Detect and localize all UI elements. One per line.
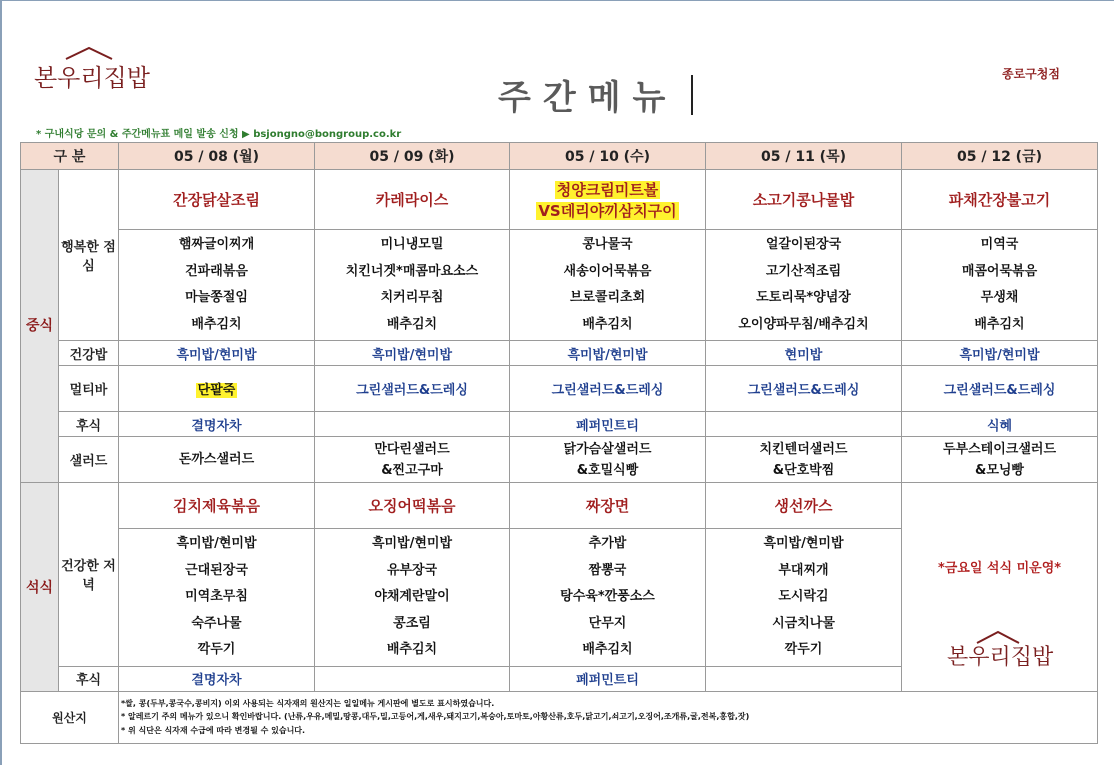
dinner-side-dish: 탕수육*깐풍소스 <box>560 589 655 604</box>
dinner-main-dish: 김치제육볶음 <box>119 483 315 529</box>
category-happy-lunch: 행복한 점심 <box>59 170 119 341</box>
multibar-cell: 그린샐러드&드레싱 <box>315 366 510 412</box>
side-dishes-cell <box>706 230 902 341</box>
highlighted-multibar: 단팥죽 <box>197 383 236 398</box>
salad-line: 돈까스샐러드 <box>178 452 255 467</box>
side-dish: 배추김치 <box>582 316 633 332</box>
origin-label: 원산지 <box>21 691 119 743</box>
section-lunch: 중식 <box>21 170 59 483</box>
page-title: 주간메뉴 <box>498 78 678 118</box>
dinner-side-dish: 근대된장국 <box>185 562 248 578</box>
salad-cell <box>706 437 902 483</box>
dinner-side-dish: 시금치나물 <box>772 615 835 631</box>
dinner-dessert-cell <box>315 666 510 691</box>
side-dish: 치커리무침 <box>380 290 444 305</box>
dinner-main-dish: 오징어떡볶음 <box>315 483 510 529</box>
main-dish-line: 카레라이스 <box>375 191 449 209</box>
dinner-side-dish: 숙주나물 <box>191 615 242 631</box>
side-dish: 배추김치 <box>191 316 242 332</box>
main-dish-line <box>510 200 705 221</box>
category-salad: 샐러드 <box>59 437 119 483</box>
side-dish: 새송이어묵볶음 <box>563 263 652 279</box>
salad-line: &호밀식빵 <box>576 462 639 478</box>
salad-line: 치킨텐더샐러드 <box>759 441 848 457</box>
side-dish: 미역국 <box>980 237 1019 252</box>
side-dish: 무생채 <box>980 290 1019 305</box>
origin-line: *쌀, 콩(두부,콩국수,콩비지) 이외 사용되는 식자재의 원산지는 일일메뉴 게시판에 별도로 표시하였습니다. <box>121 698 495 708</box>
category-multibar: 멀티바 <box>59 366 119 412</box>
dinner-side-dish: 짬뽕국 <box>588 562 627 578</box>
side-dish: 얼갈이된장국 <box>765 237 842 252</box>
side-dish: 매콤어묵볶음 <box>961 263 1038 279</box>
main-dish-cell <box>706 170 902 230</box>
origin-notes <box>119 691 1098 743</box>
side-dishes-cell <box>315 230 510 341</box>
main-dish-line: 간장닭살조림 <box>173 191 260 209</box>
salad-line: &찐고구마 <box>381 462 443 478</box>
main-dish-line: 파채간장불고기 <box>948 191 1051 209</box>
side-dish: 브로콜리초회 <box>569 290 646 305</box>
healthy-rice-cell: 흑미밥/현미밥 <box>315 341 510 366</box>
salad-line: 닭가슴살샐러드 <box>563 441 652 457</box>
side-dish: 고기산적조림 <box>765 263 842 279</box>
salad-cell <box>902 437 1098 483</box>
dinner-dessert-cell: 결명자차 <box>119 666 315 691</box>
side-dish: 건파래볶음 <box>185 263 248 279</box>
day-header: 05 / 10 (수) <box>510 143 706 170</box>
salad-line: 두부스테이크샐러드 <box>942 441 1057 457</box>
header-label: 구 분 <box>21 143 119 170</box>
dinner-main-dish: 짜장면 <box>510 483 706 529</box>
multibar-cell <box>119 366 315 412</box>
dinner-sides-cell <box>706 529 902 667</box>
side-dish: 미니냉모밀 <box>380 237 444 252</box>
dinner-sides-cell <box>119 529 315 667</box>
dinner-side-dish: 단무지 <box>588 615 627 631</box>
dinner-side-dish: 흑미밥/현미밥 <box>371 536 453 551</box>
side-dish: 햄짜글이찌개 <box>178 237 255 252</box>
dinner-side-dish: 배추김치 <box>582 642 633 657</box>
highlighted-dish: 청양크림미트볼 <box>556 180 659 199</box>
day-header: 05 / 12 (금) <box>902 143 1098 170</box>
healthy-rice-cell: 흑미밥/현미밥 <box>119 341 315 366</box>
dinner-side-dish: 깍두기 <box>197 642 236 657</box>
salad-line: &단호박찜 <box>772 462 835 478</box>
dinner-side-dish: 깍두기 <box>784 642 823 657</box>
contact-notice: * 구내식당 문의 & 주간메뉴표 메일 발송 신청 ▶ bsjongno@bongroup.co.kr <box>36 129 402 140</box>
dinner-side-dish: 흑미밥/현미밥 <box>763 536 844 551</box>
side-dish: 마늘쫑절임 <box>185 290 248 305</box>
dessert-cell: 식혜 <box>902 412 1098 437</box>
day-header: 05 / 08 (월) <box>119 143 315 170</box>
side-dishes-cell <box>902 230 1098 341</box>
dinner-sides-cell <box>510 529 706 667</box>
salad-cell <box>119 437 315 483</box>
dessert-cell <box>315 412 510 437</box>
side-dish: 배추김치 <box>386 316 438 332</box>
origin-line: * 위 식단은 식자재 수급에 따라 변경될 수 있습니다. <box>121 725 306 735</box>
main-dish-cell <box>902 170 1098 230</box>
salad-line: &모닝빵 <box>974 462 1024 478</box>
dinner-dessert-cell: 페퍼민트티 <box>510 666 706 691</box>
brand-logo <box>34 58 150 93</box>
section-dinner: 석식 <box>21 483 59 692</box>
healthy-rice-cell: 흑미밥/현미밥 <box>510 341 706 366</box>
main-dish-cell <box>315 170 510 230</box>
highlighted-dish: VS데리야끼삼치구이 <box>538 201 677 220</box>
multibar-cell: 그린샐러드&드레싱 <box>706 366 902 412</box>
category-healthy-dinner: 건강한 저녁 <box>59 483 119 667</box>
side-dish: 도토리묵*양념장 <box>756 290 851 305</box>
side-dish: 콩나물국 <box>582 237 633 252</box>
healthy-rice-cell: 현미밥 <box>706 341 902 366</box>
dinner-sides-cell <box>315 529 510 667</box>
roof-icon <box>975 630 1021 644</box>
dessert-cell: 페퍼민트티 <box>510 412 706 437</box>
dinner-side-dish: 미역초무침 <box>185 589 248 604</box>
main-dish-cell <box>119 170 315 230</box>
side-dish: 배추김치 <box>974 316 1025 332</box>
dessert-cell <box>706 412 902 437</box>
dinner-side-dish: 콩조림 <box>393 615 431 631</box>
footer-logo <box>947 640 1053 671</box>
day-header: 05 / 09 (화) <box>315 143 510 170</box>
day-header: 05 / 11 (목) <box>706 143 902 170</box>
main-dish-line <box>510 179 705 200</box>
multibar-cell: 그린샐러드&드레싱 <box>510 366 706 412</box>
dinner-side-dish: 부대찌개 <box>778 562 829 578</box>
multibar-cell: 그린샐러드&드레싱 <box>902 366 1098 412</box>
side-dish: 오이양파무침/배추김치 <box>738 316 869 332</box>
side-dishes-cell <box>119 230 315 341</box>
dinner-side-dish: 추가밥 <box>588 536 627 551</box>
friday-no-dinner-note: *금요일 석식 미운영* <box>937 561 1062 577</box>
dinner-side-dish: 도시락김 <box>778 589 829 604</box>
dinner-side-dish: 유부장국 <box>386 562 438 578</box>
salad-line: 만다린샐러드 <box>374 441 450 457</box>
text-cursor <box>691 75 693 115</box>
logo-text: 본우리집밥 <box>34 64 150 92</box>
dinner-dessert-cell <box>706 666 902 691</box>
dinner-side-dish: 야채계란말이 <box>374 589 450 604</box>
salad-cell <box>510 437 706 483</box>
dinner-side-dish: 배추김치 <box>386 642 438 657</box>
side-dishes-cell <box>510 230 706 341</box>
footer-logo-text: 본우리집밥 <box>947 645 1054 670</box>
weekly-menu-table <box>20 142 1098 744</box>
healthy-rice-cell: 흑미밥/현미밥 <box>902 341 1098 366</box>
main-dish-line: 소고기콩나물밥 <box>752 191 855 209</box>
category-dessert: 후식 <box>59 412 119 437</box>
branch-name: 종로구청점 <box>1002 67 1060 81</box>
dinner-main-dish: 생선까스 <box>706 483 902 529</box>
side-dish: 치킨너겟*매콤마요소스 <box>345 263 479 279</box>
origin-line: * 알레르기 주의 메뉴가 있으니 확인바랍니다. (난류,우유,메밀,땅콩,대두,밀,고등어,게,새우,돼지고기,복숭아,토마토,아황산류,호두,닭고기,쇠고기,오징어,조개류,굴,전복,홍합,잣) <box>121 712 750 722</box>
category-healthy-rice: 건강밥 <box>59 341 119 366</box>
dessert-cell: 결명자차 <box>119 412 315 437</box>
dinner-side-dish: 흑미밥/현미밥 <box>176 536 257 551</box>
roof-icon <box>64 46 114 60</box>
main-dish-cell <box>510 170 706 230</box>
category-dinner-dessert: 후식 <box>59 666 119 691</box>
salad-cell <box>315 437 510 483</box>
